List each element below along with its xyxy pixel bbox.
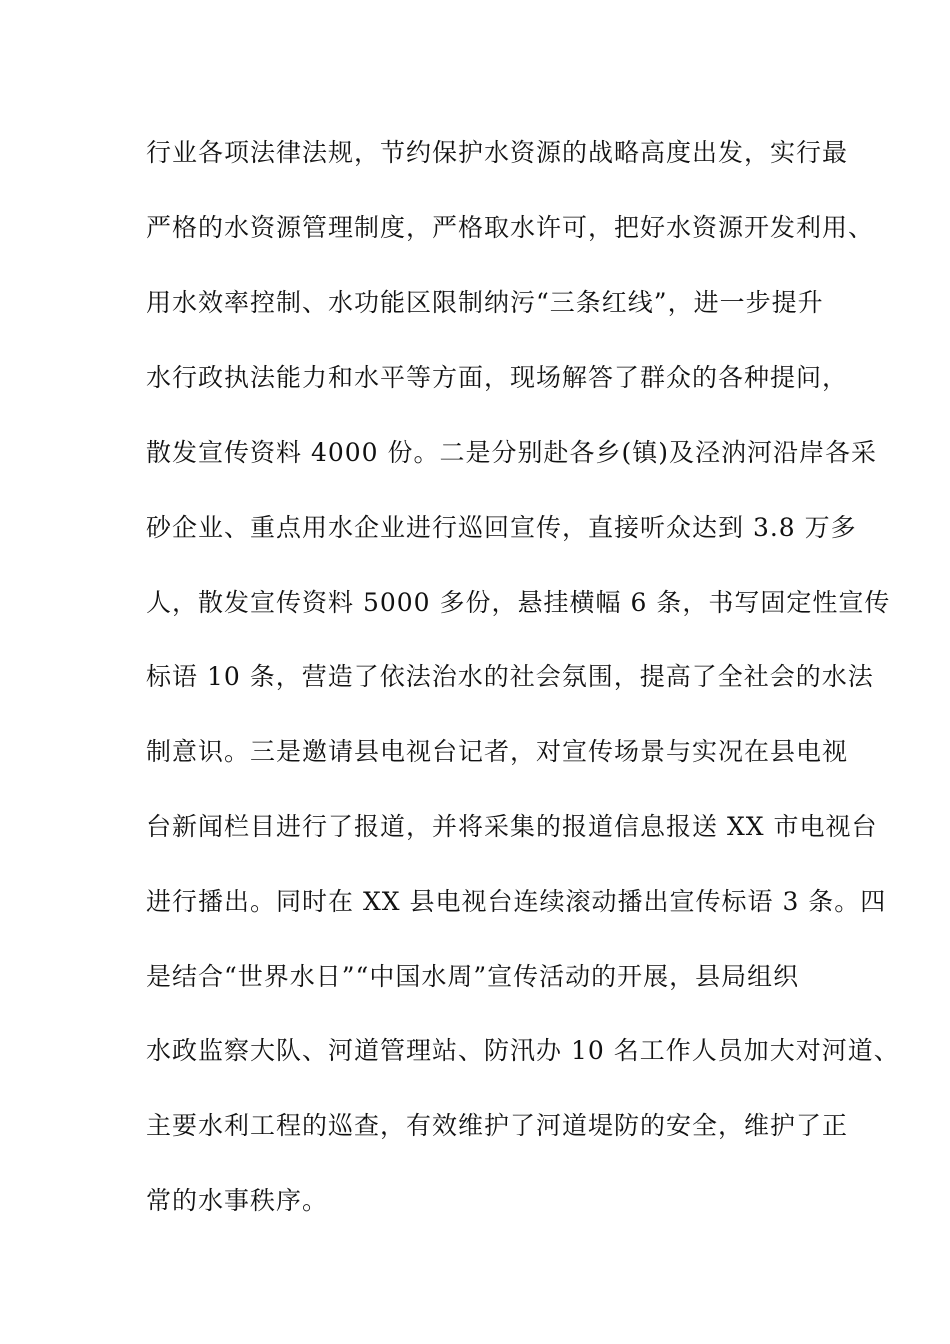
body-text-line: 是结合“世界水日”“中国水周”宣传活动的开展，县局组织 [146,962,800,991]
body-text-line: 砂企业、重点用水企业进行巡回宣传，直接听众达到 3.8 万多 [146,513,857,542]
body-text-line: 行业各项法律法规，节约保护水资源的战略高度出发，实行最 [146,138,849,167]
body-text-line: 制意识。三是邀请县电视台记者，对宣传场景与实况在县电视 [146,737,849,766]
body-text-line: 进行播出。同时在 XX 县电视台连续滚动播出宣传标语 3 条。四 [146,887,887,916]
body-text-line: 常的水事秩序。 [146,1186,329,1215]
body-text-line: 用水效率控制、水功能区限制纳污“三条红线”，进一步提升 [146,288,824,317]
body-text-line: 标语 10 条，营造了依法治水的社会氛围，提高了全社会的水法 [146,662,874,691]
body-text-line: 人，散发宣传资料 5000 多份，悬挂横幅 6 条，书写固定性宣传 [146,588,891,617]
body-text-line: 水政监察大队、河道管理站、防汛办 10 名工作人员加大对河道、 [146,1036,900,1065]
body-text-line: 台新闻栏目进行了报道，并将采集的报道信息报送 XX 市电视台 [146,812,878,841]
body-text-line: 水行政执法能力和水平等方面，现场解答了群众的各种提问， [146,363,849,392]
body-text-line: 主要水利工程的巡查，有效维护了河道堤防的安全，维护了正 [146,1111,849,1140]
body-text-line: 严格的水资源管理制度，严格取水许可，把好水资源开发利用、 [146,213,875,242]
body-text-line: 散发宣传资料 4000 份。二是分别赴各乡(镇)及泾汭河沿岸各采 [146,438,878,467]
